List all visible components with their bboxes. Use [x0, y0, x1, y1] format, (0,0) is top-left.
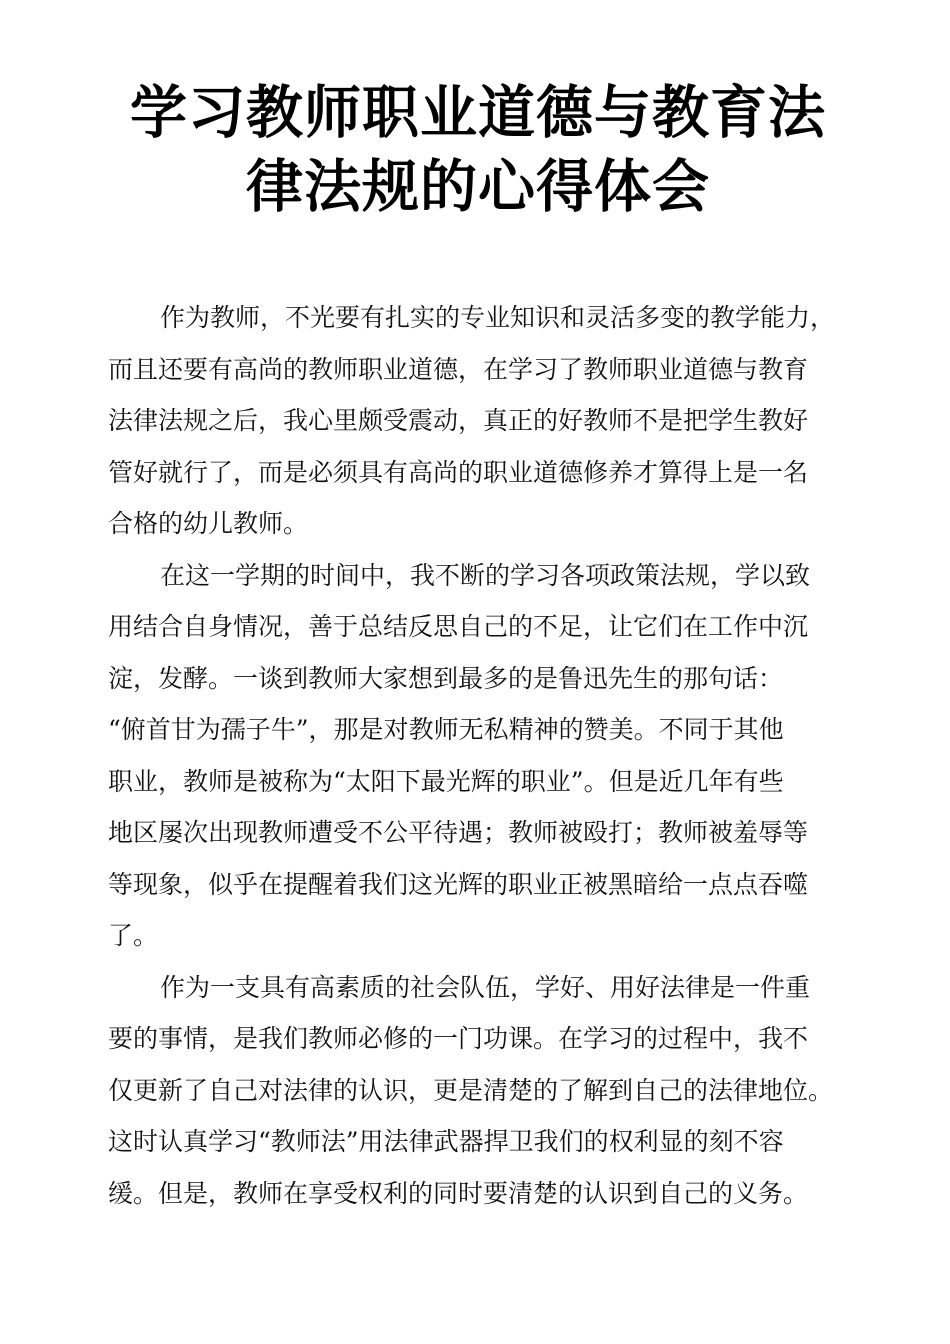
paragraph-line: 仅更新了自己对法律的认识，更是清楚的了解到自己的法律地位。 — [108, 1075, 834, 1105]
paragraph-line: 而且还要有高尚的教师职业道德，在学习了教师职业道德与教育 — [108, 354, 809, 384]
paragraph-line: 作为教师，不光要有扎实的专业知识和灵活多变的教学能力， — [160, 303, 836, 332]
paragraph-2 — [108, 550, 848, 962]
document-title — [108, 76, 848, 224]
title-line: 律法规的心得体会 — [246, 154, 710, 220]
paragraph-line: 合格的幼儿教师。 — [108, 509, 309, 538]
document-body — [108, 292, 848, 1219]
paragraph-line: 缓。但是，教师在享受权利的同时要清楚的认识到自己的义务。 — [108, 1178, 809, 1208]
paragraph-line: 等现象，似乎在提醒着我们这光辉的职业正被黑暗给一点点吞噬 — [108, 869, 809, 899]
paragraph-line: 淀，发酵。一谈到教师大家想到最多的是鲁迅先生的那句话： — [108, 663, 784, 693]
paragraph-line: 作为一支具有高素质的社会队伍，学好、用好法律是一件重 — [160, 972, 811, 1002]
paragraph-line: 职业，教师是被称为“太阳下最光辉的职业”。但是近几年有些 — [108, 766, 784, 796]
paragraph-1 — [108, 292, 848, 550]
title-line: 学习教师职业道德与教育法 — [130, 80, 826, 146]
paragraph-line: “俯首甘为孺子牛”，那是对教师无私精神的赞美。不同于其他 — [108, 715, 784, 744]
paragraph-line: 地区屡次出现教师遭受不公平待遇；教师被殴打；教师被羞辱等 — [108, 818, 809, 847]
paragraph-3 — [108, 962, 848, 1220]
paragraph-line: 这时认真学习“教师法”用法律武器捍卫我们的权利显的刻不容 — [108, 1127, 784, 1156]
paragraph-line: 要的事情，是我们教师必修的一门功课。在学习的过程中，我不 — [108, 1024, 809, 1053]
paragraph-line: 在这一学期的时间中，我不断的学习各项政策法规，学以致 — [160, 560, 811, 590]
paragraph-line: 用结合自身情况，善于总结反思自己的不足，让它们在工作中沉 — [108, 612, 809, 641]
paragraph-line: 了。 — [108, 921, 159, 950]
paragraph-line: 管好就行了，而是必须具有高尚的职业道德修养才算得上是一名 — [108, 457, 809, 487]
paragraph-line: 法律法规之后，我心里颇受震动，真正的好教师不是把学生教好 — [108, 406, 809, 435]
